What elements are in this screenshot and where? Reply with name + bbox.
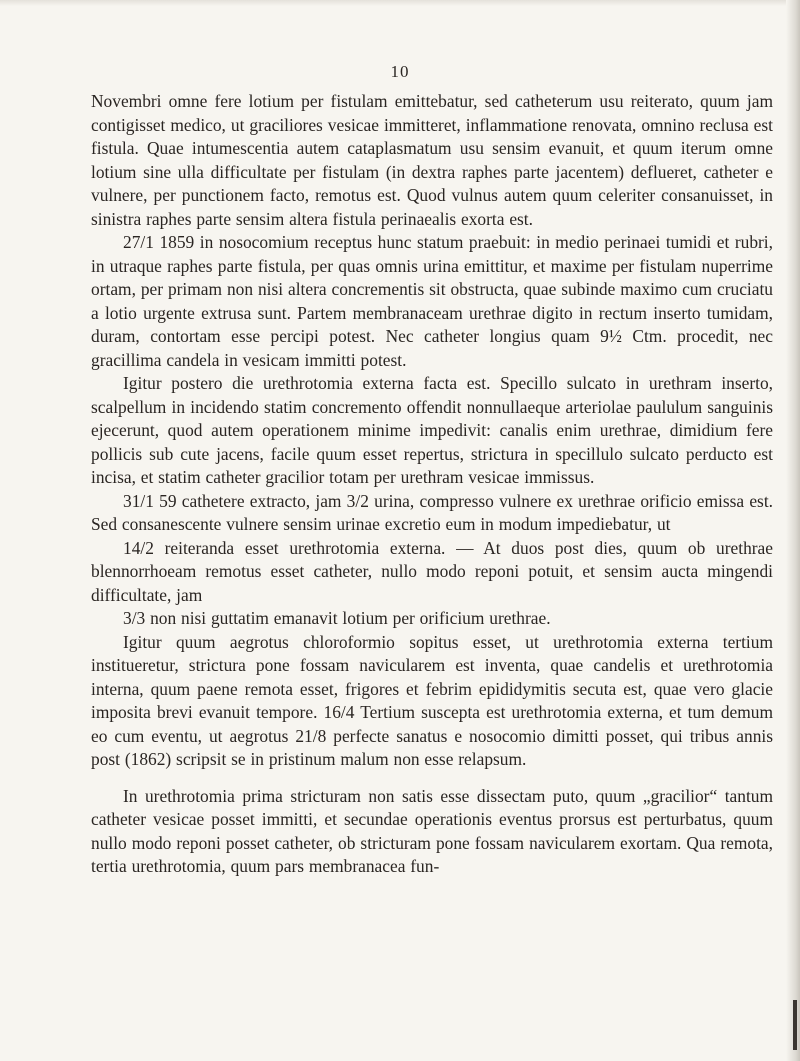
paragraph: In urethrotomia prima stricturam non satis esse dissectam puto, quum „gracilior“ tantum catheter vesicae posset immitti, et secundae operationis eventus prorsus est perturbatus, quum nullo modo reponi posset catheter, ob stricturam pone fossam navicularem exortam. Qua remota, tertia urethrotomia, quum pars membranacea fun- — [91, 785, 773, 876]
page-number: 10 — [390, 62, 410, 81]
binding-mark — [793, 1000, 797, 1050]
paragraph: Novembri omne fere lotium per fistulam emittebatur, sed catheterum usu reiterato, quum jam contigisset medico, ut graciliores vesicae immitteret, inflammatione renovata, omnino reclusa est fistula. Quae intumescentia autem cataplasmatum usu sensim evanuit, et quum iterum omne lotium sine ulla difficultate per fistulam (in dextra raphes parte jacentem) deflueret, catheter e vulnere, per punctionem facto, remotus est. Quod vulnus autem quum celeriter consanuisset, in sinistra raphes parte sensim altera fistula perinaealis exorta est. — [91, 91, 773, 229]
paragraph: 3/3 non nisi guttatim emanavit lotium per orificium urethrae. — [123, 608, 551, 628]
paragraph: 14/2 reiteranda esset urethrotomia externa. — At duos post dies, quum ob urethrae blennorrhoeam remotus esset catheter, nullo modo reponi potuit, et sensim aucta mingendi difficultate, jam — [91, 537, 773, 605]
paragraph: Igitur postero die urethrotomia externa facta est. Specillo sulcato in urethram inserto, scalpellum in incidendo statim concremento offendit nonnullaeque arteriolae paululum sanguinis ejecerunt, quod autem operationem minime impedivit: canalis enim urethrae, dimidium fere pollicis sub cute jacens, facile quum esset repertus, strictura in specillulo sulcato perducto est incisa, et statim catheter gracilior totam per urethram vesicae immissus. — [91, 373, 773, 487]
page-right-edge — [786, 0, 800, 1061]
page-top-edge — [0, 0, 800, 6]
paragraph: 31/1 59 cathetere extracto, jam 3/2 urina, compresso vulnere ex urethrae orificio emissa est. Sed consanescente vulnere sensim urinae excretio eum in modum impediebatur, ut — [91, 490, 773, 534]
body-text — [91, 90, 773, 879]
paragraph: Igitur quum aegrotus chloroformio sopitus esset, ut urethrotomia externa tertium institueretur, strictura pone fossam navicularem est inventa, quae candelis et urethrotomia interna, quum paene remota esset, frigores et febrim epididymitis secuta est, quae vero glacie imposita brevi evanuit tempore. 16/4 Tertium suscepta est urethrotomia externa, et tum demum eo cum eventu, ut aegrotus 21/8 perfecte sanatus e nosocomio dimitti posset, qui tribus annis post (1862) scripsit se in pristinum malum non esse relapsum. — [91, 631, 773, 769]
paragraph: 27/1 1859 in nosocomium receptus hunc statum praebuit: in medio perinaei tumidi et rubri, in utraque raphes parte fistula, per quas omnis urina emittitur, et maxime per fistulam nuperrime ortam, per primam non nisi altera concrementis sit obstructa, quae subinde maximo cum cruciatu a lotio urgente extrusa sunt. Partem membranaceam urethrae digito in rectum inserto tumidam, duram, contortam esse percipi potest. Nec catheter longius quam 9½ Ctm. procedit, nec gracillima candela in vesicam immitti potest. — [91, 232, 773, 370]
